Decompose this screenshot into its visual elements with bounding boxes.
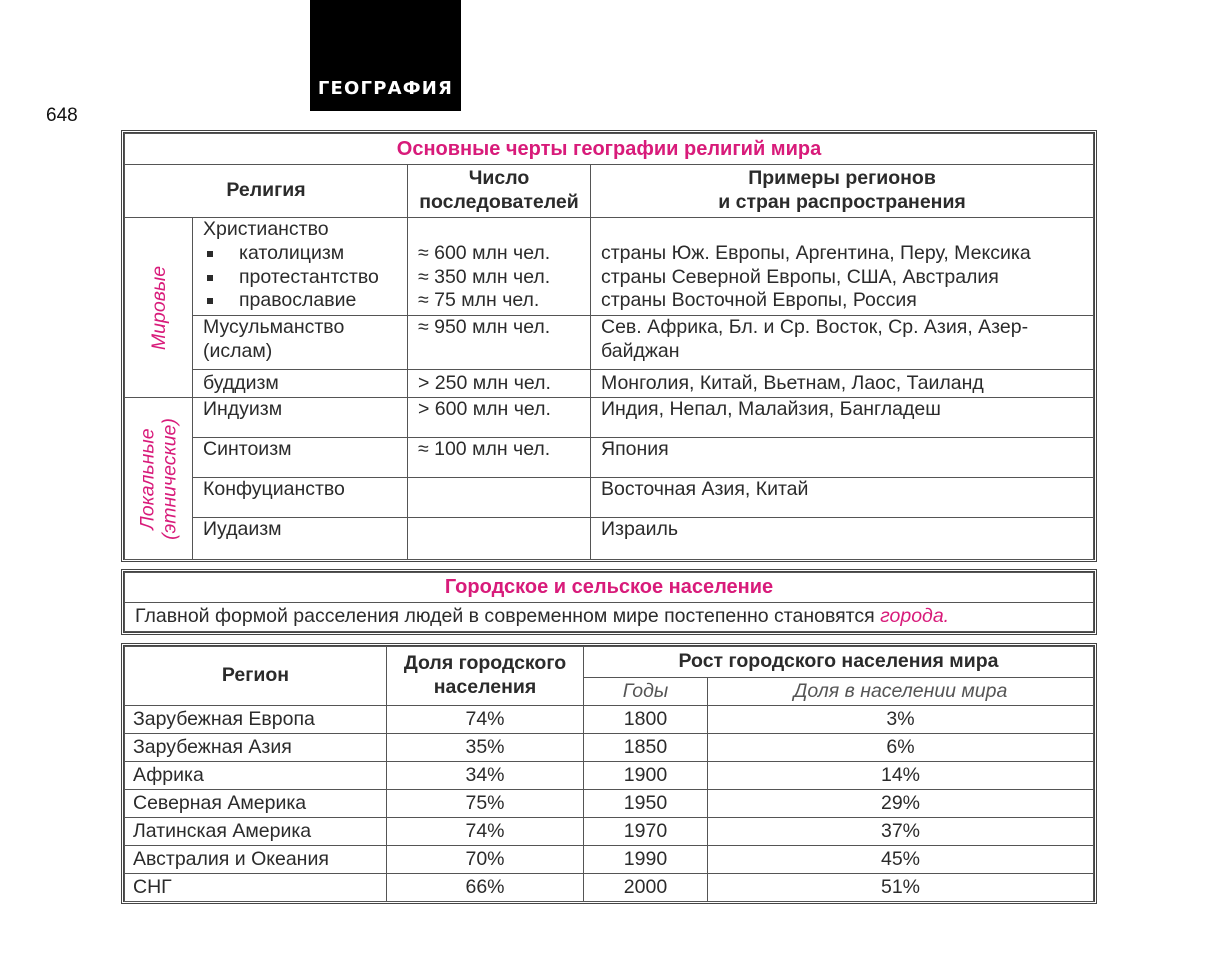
col-header-religion: Религия <box>125 165 408 218</box>
urban-note-highlight: города. <box>880 605 950 628</box>
world-share-value: 37% <box>708 818 1094 846</box>
world-share-value: 29% <box>708 790 1094 818</box>
regions-value: Израиль <box>591 518 1094 560</box>
urban-share-value: 70% <box>387 846 584 874</box>
col-header-urban-share-line1: Доля городского <box>403 652 567 675</box>
regions-value: Япония <box>591 438 1094 478</box>
year-value: 1900 <box>584 762 708 790</box>
list-item: протестантство <box>203 266 407 290</box>
section-header-block <box>310 0 461 111</box>
urban-share-value: 74% <box>387 818 584 846</box>
col-header-world-share: Доля в населении мира <box>708 678 1094 706</box>
list-item: православие <box>203 289 407 313</box>
world-share-value: 6% <box>708 734 1094 762</box>
religion-christianity <box>193 218 408 316</box>
region-name: Зарубежная Европа <box>125 706 387 734</box>
religion-name: Мусульманство <box>203 316 345 338</box>
col-header-urban-share-line2: населения <box>433 676 537 698</box>
religion-table <box>121 130 1097 562</box>
religion-name: Индуизм <box>193 398 408 438</box>
regions-value: байджан <box>601 339 680 362</box>
urban-stats-table <box>121 643 1097 904</box>
regions-value: страны Северной Европы, США, Австралия <box>601 265 999 288</box>
year-value: 1990 <box>584 846 708 874</box>
urban-share-value: 75% <box>387 790 584 818</box>
followers-christianity <box>408 218 591 316</box>
religion-name-sub: (ислам) <box>203 339 273 362</box>
followers-value: ≈ 950 млн чел. <box>408 316 591 370</box>
urban-share-value: 35% <box>387 734 584 762</box>
group-local-label <box>136 418 181 540</box>
urban-share-value: 34% <box>387 762 584 790</box>
urban-share-value: 74% <box>387 706 584 734</box>
world-share-value: 3% <box>708 706 1094 734</box>
religion-table-title: Основные черты географии религий мира <box>125 134 1094 165</box>
religion-name: Синтоизм <box>193 438 408 478</box>
followers-value <box>408 478 591 518</box>
year-value: 1850 <box>584 734 708 762</box>
col-header-growth: Рост городского населения мира <box>584 647 1094 678</box>
followers-value: ≈ 100 млн чел. <box>408 438 591 478</box>
religion-name: Иудаизм <box>193 518 408 560</box>
region-name: СНГ <box>125 874 387 902</box>
followers-value: > 250 млн чел. <box>408 370 591 398</box>
col-header-region: Регион <box>125 647 387 706</box>
urban-note-title: Городское и сельское население <box>125 573 1094 603</box>
group-local <box>125 398 193 560</box>
year-value: 1970 <box>584 818 708 846</box>
page-number: 648 <box>46 105 78 126</box>
regions-value: Восточная Азия, Китай <box>591 478 1094 518</box>
followers-value: > 600 млн чел. <box>408 398 591 438</box>
urban-note-body <box>125 603 1094 632</box>
regions-value: Индия, Непал, Малайзия, Бангладеш <box>591 398 1094 438</box>
regions-value: Сев. Африка, Бл. и Ср. Восток, Ср. Азия, Азер- <box>601 316 1029 338</box>
group-world <box>125 218 193 398</box>
region-name: Зарубежная Азия <box>125 734 387 762</box>
year-value: 2000 <box>584 874 708 902</box>
religion-name: Конфуцианство <box>193 478 408 518</box>
followers-value: ≈ 75 млн чел. <box>418 289 540 312</box>
region-name: Австралия и Океания <box>125 846 387 874</box>
regions-value: страны Восточной Европы, Россия <box>601 289 917 312</box>
world-share-value: 51% <box>708 874 1094 902</box>
col-header-regions <box>591 165 1094 218</box>
regions-value: страны Юж. Европы, Аргентина, Перу, Мексика <box>601 241 1031 264</box>
world-share-value: 14% <box>708 762 1094 790</box>
followers-value <box>408 518 591 560</box>
group-world-label: Мировые <box>147 265 170 350</box>
urban-share-value: 66% <box>387 874 584 902</box>
list-item: католицизм <box>203 242 407 266</box>
region-name: Латинская Америка <box>125 818 387 846</box>
regions-islam <box>591 316 1094 370</box>
urban-note-text: Главной формой расселения людей в современном мире постепенно становятся <box>135 605 881 628</box>
col-header-regions-line2: и стран распространения <box>718 191 966 213</box>
urban-population-note <box>121 569 1097 635</box>
section-title: ГЕОГРАФИЯ <box>317 78 454 99</box>
col-header-urban-share <box>387 647 584 706</box>
religion-name: Христианство <box>203 218 329 240</box>
group-local-label-line1: Локальные <box>136 427 159 530</box>
year-value: 1800 <box>584 706 708 734</box>
col-header-regions-line1: Примеры регионов <box>748 167 936 190</box>
region-name: Африка <box>125 762 387 790</box>
followers-value: ≈ 350 млн чел. <box>418 265 551 288</box>
region-name: Северная Америка <box>125 790 387 818</box>
religion-islam <box>193 316 408 370</box>
religion-name: буддизм <box>193 370 408 398</box>
denomination-list <box>203 242 407 313</box>
group-local-label-line2: (этнические) <box>158 417 181 540</box>
regions-christianity <box>591 218 1094 316</box>
world-share-value: 45% <box>708 846 1094 874</box>
year-value: 1950 <box>584 790 708 818</box>
col-header-years: Годы <box>584 678 708 706</box>
followers-value: ≈ 600 млн чел. <box>418 241 551 264</box>
col-header-followers: Число последователей <box>408 165 591 218</box>
regions-value: Монголия, Китай, Вьетнам, Лаос, Таиланд <box>591 370 1094 398</box>
